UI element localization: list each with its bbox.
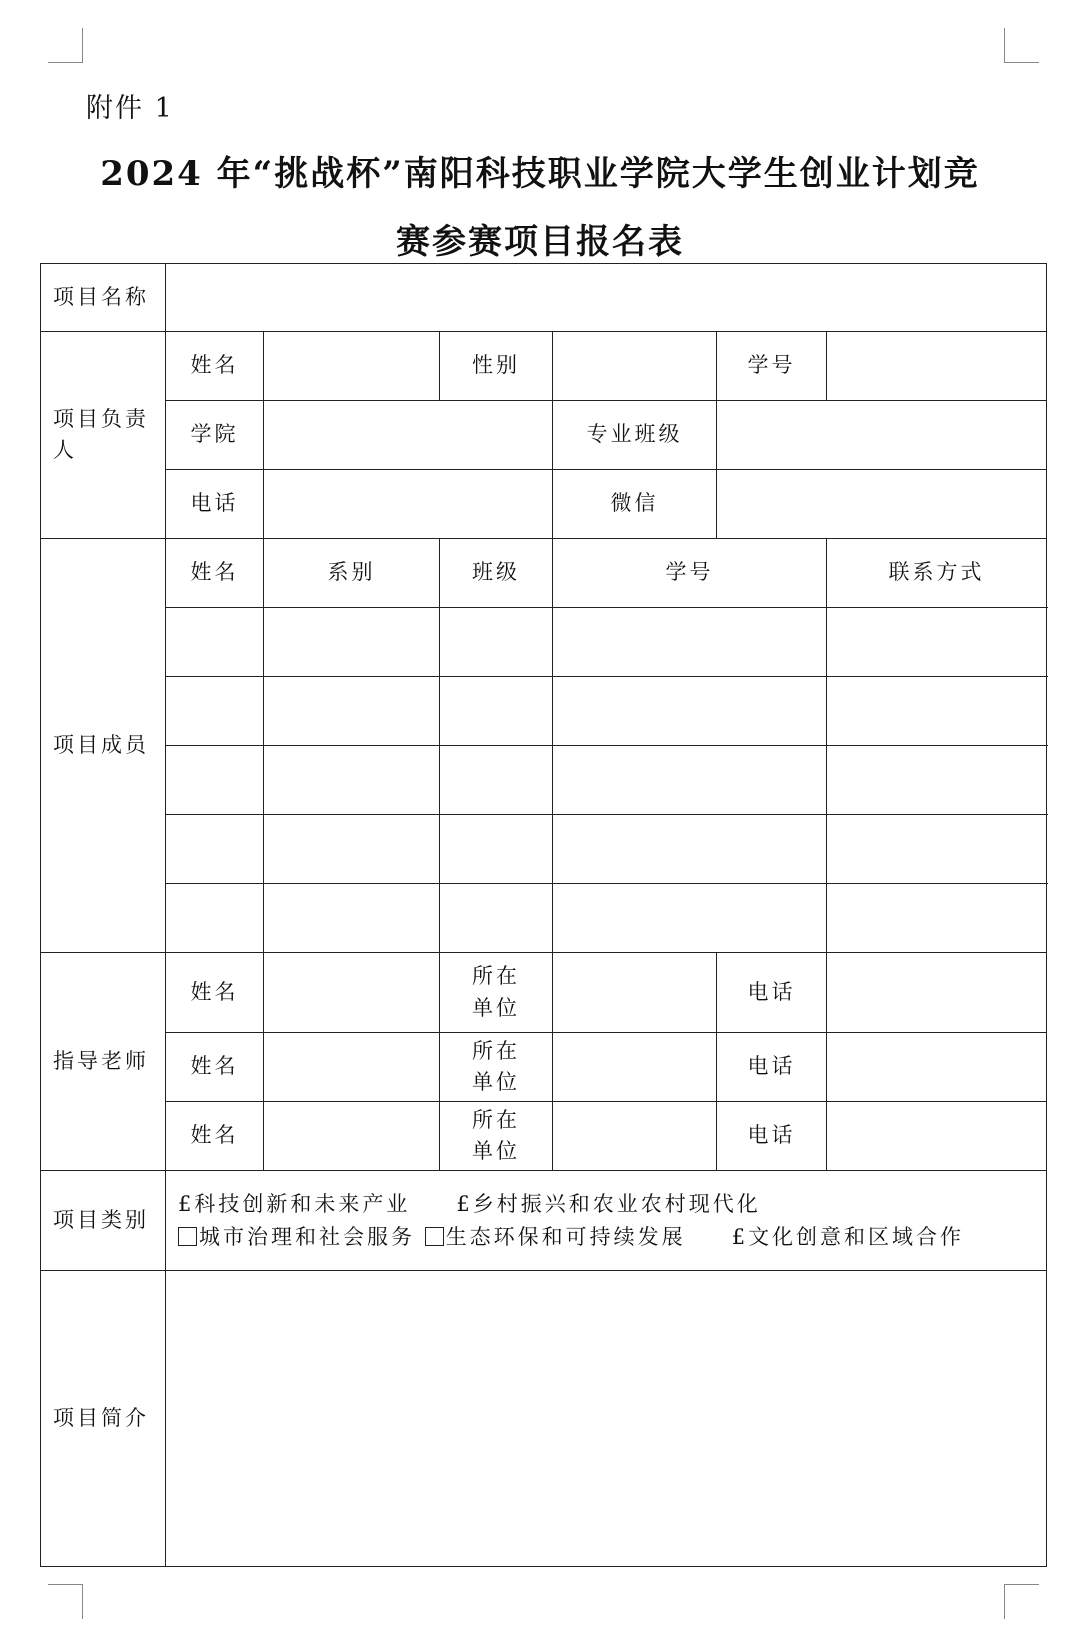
member-row — [41, 677, 1047, 746]
advisor-name-label: 姓名 — [166, 1102, 264, 1171]
checkbox-pound-icon: £ — [731, 1224, 749, 1249]
form-title-line-2: 赛参赛项目报名表 — [396, 222, 684, 262]
intro-row — [41, 1271, 1047, 1567]
advisors-section-label: 指导老师 — [41, 953, 166, 1171]
leader-student-id-field[interactable] — [827, 332, 1047, 401]
leader-wechat-field[interactable] — [717, 470, 1047, 539]
member-row — [41, 815, 1047, 884]
members-col-contact: 联系方式 — [827, 539, 1047, 608]
member-class-field[interactable] — [440, 677, 553, 746]
leader-row-1 — [41, 332, 1047, 401]
member-row — [41, 884, 1047, 953]
member-name-field[interactable] — [166, 746, 264, 815]
member-name-field[interactable] — [166, 815, 264, 884]
advisor-unit-label: 所在 单位 — [440, 953, 553, 1033]
advisor-unit-field[interactable] — [553, 953, 717, 1033]
leader-phone-label: 电话 — [166, 470, 264, 539]
category-option-culture[interactable]: £文化创意和区域合作 — [731, 1224, 965, 1249]
project-name-field[interactable] — [166, 264, 1047, 332]
member-contact-field[interactable] — [827, 677, 1047, 746]
member-department-field[interactable] — [264, 608, 440, 677]
advisor-row — [41, 953, 1047, 1033]
members-section-label: 项目成员 — [41, 539, 166, 953]
advisor-row — [41, 1102, 1047, 1171]
member-student-id-field[interactable] — [553, 815, 827, 884]
member-class-field[interactable] — [440, 884, 553, 953]
advisor-name-field[interactable] — [264, 1102, 440, 1171]
leader-college-field[interactable] — [264, 401, 553, 470]
leader-student-id-label: 学号 — [717, 332, 827, 401]
category-option-rural[interactable]: £乡村振兴和农业农村现代化 — [456, 1191, 761, 1216]
crop-mark-top-left — [48, 28, 83, 63]
checkbox-pound-icon: £ — [456, 1191, 473, 1216]
project-name-label: 项目名称 — [41, 264, 166, 332]
members-col-name: 姓名 — [166, 539, 264, 608]
advisor-row — [41, 1033, 1047, 1102]
member-row — [41, 746, 1047, 815]
leader-major-class-label: 专业班级 — [553, 401, 717, 470]
project-name-row — [41, 264, 1047, 332]
member-contact-field[interactable] — [827, 884, 1047, 953]
checkbox-pound-icon: £ — [178, 1191, 195, 1216]
members-col-department: 系别 — [264, 539, 440, 608]
member-student-id-field[interactable] — [553, 608, 827, 677]
member-department-field[interactable] — [264, 884, 440, 953]
crop-mark-bottom-left — [48, 1584, 83, 1619]
form-title-line-1: 2024 年“挑战杯”南阳科技职业学院大学生创业计划竞 — [100, 154, 980, 194]
member-name-field[interactable] — [166, 608, 264, 677]
advisor-unit-label: 所在 单位 — [440, 1102, 553, 1171]
advisor-name-field[interactable] — [264, 1033, 440, 1102]
advisor-unit-label: 所在 单位 — [440, 1033, 553, 1102]
member-class-field[interactable] — [440, 608, 553, 677]
intro-field[interactable] — [166, 1271, 1047, 1567]
checkbox-square-icon — [178, 1227, 197, 1246]
advisor-phone-field[interactable] — [827, 1102, 1047, 1171]
leader-wechat-label: 微信 — [553, 470, 717, 539]
member-class-field[interactable] — [440, 815, 553, 884]
advisor-phone-label: 电话 — [717, 953, 827, 1033]
leader-name-label: 姓名 — [166, 332, 264, 401]
category-option-city[interactable]: 城市治理和社会服务 — [178, 1225, 415, 1249]
leader-row-3 — [41, 470, 1047, 539]
members-header-row — [41, 539, 1047, 608]
leader-gender-label: 性别 — [440, 332, 553, 401]
leader-major-class-field[interactable] — [717, 401, 1047, 470]
advisor-name-label: 姓名 — [166, 1033, 264, 1102]
members-col-student-id: 学号 — [553, 539, 827, 608]
member-student-id-field[interactable] — [553, 677, 827, 746]
member-name-field[interactable] — [166, 677, 264, 746]
leader-name-field[interactable] — [264, 332, 440, 401]
category-options — [166, 1171, 1047, 1271]
member-contact-field[interactable] — [827, 608, 1047, 677]
advisor-name-label: 姓名 — [166, 953, 264, 1033]
crop-mark-top-right — [1004, 28, 1039, 63]
category-section-label: 项目类别 — [41, 1171, 166, 1271]
members-col-class: 班级 — [440, 539, 553, 608]
member-class-field[interactable] — [440, 746, 553, 815]
leader-section-label: 项目负责人 — [41, 332, 166, 539]
member-student-id-field[interactable] — [553, 746, 827, 815]
category-option-tech[interactable]: £科技创新和未来产业 — [178, 1191, 411, 1216]
advisor-unit-field[interactable] — [553, 1033, 717, 1102]
advisor-phone-field[interactable] — [827, 953, 1047, 1033]
member-department-field[interactable] — [264, 746, 440, 815]
checkbox-square-icon — [425, 1227, 444, 1246]
leader-gender-field[interactable] — [553, 332, 717, 401]
advisor-phone-field[interactable] — [827, 1033, 1047, 1102]
category-row — [41, 1171, 1047, 1271]
member-contact-field[interactable] — [827, 746, 1047, 815]
member-name-field[interactable] — [166, 884, 264, 953]
leader-row-2 — [41, 401, 1047, 470]
leader-phone-field[interactable] — [264, 470, 553, 539]
category-option-eco[interactable]: 生态环保和可持续发展 — [425, 1225, 686, 1249]
advisor-phone-label: 电话 — [717, 1033, 827, 1102]
attachment-label: 附件 1 — [86, 93, 174, 124]
member-department-field[interactable] — [264, 677, 440, 746]
member-contact-field[interactable] — [827, 815, 1047, 884]
intro-section-label: 项目简介 — [41, 1271, 166, 1567]
crop-mark-bottom-right — [1004, 1584, 1039, 1619]
registration-form-table — [40, 263, 1047, 1567]
advisor-phone-label: 电话 — [717, 1102, 827, 1171]
leader-college-label: 学院 — [166, 401, 264, 470]
member-student-id-field[interactable] — [553, 884, 827, 953]
member-department-field[interactable] — [264, 815, 440, 884]
member-row — [41, 608, 1047, 677]
advisor-unit-field[interactable] — [553, 1102, 717, 1171]
advisor-name-field[interactable] — [264, 953, 440, 1033]
